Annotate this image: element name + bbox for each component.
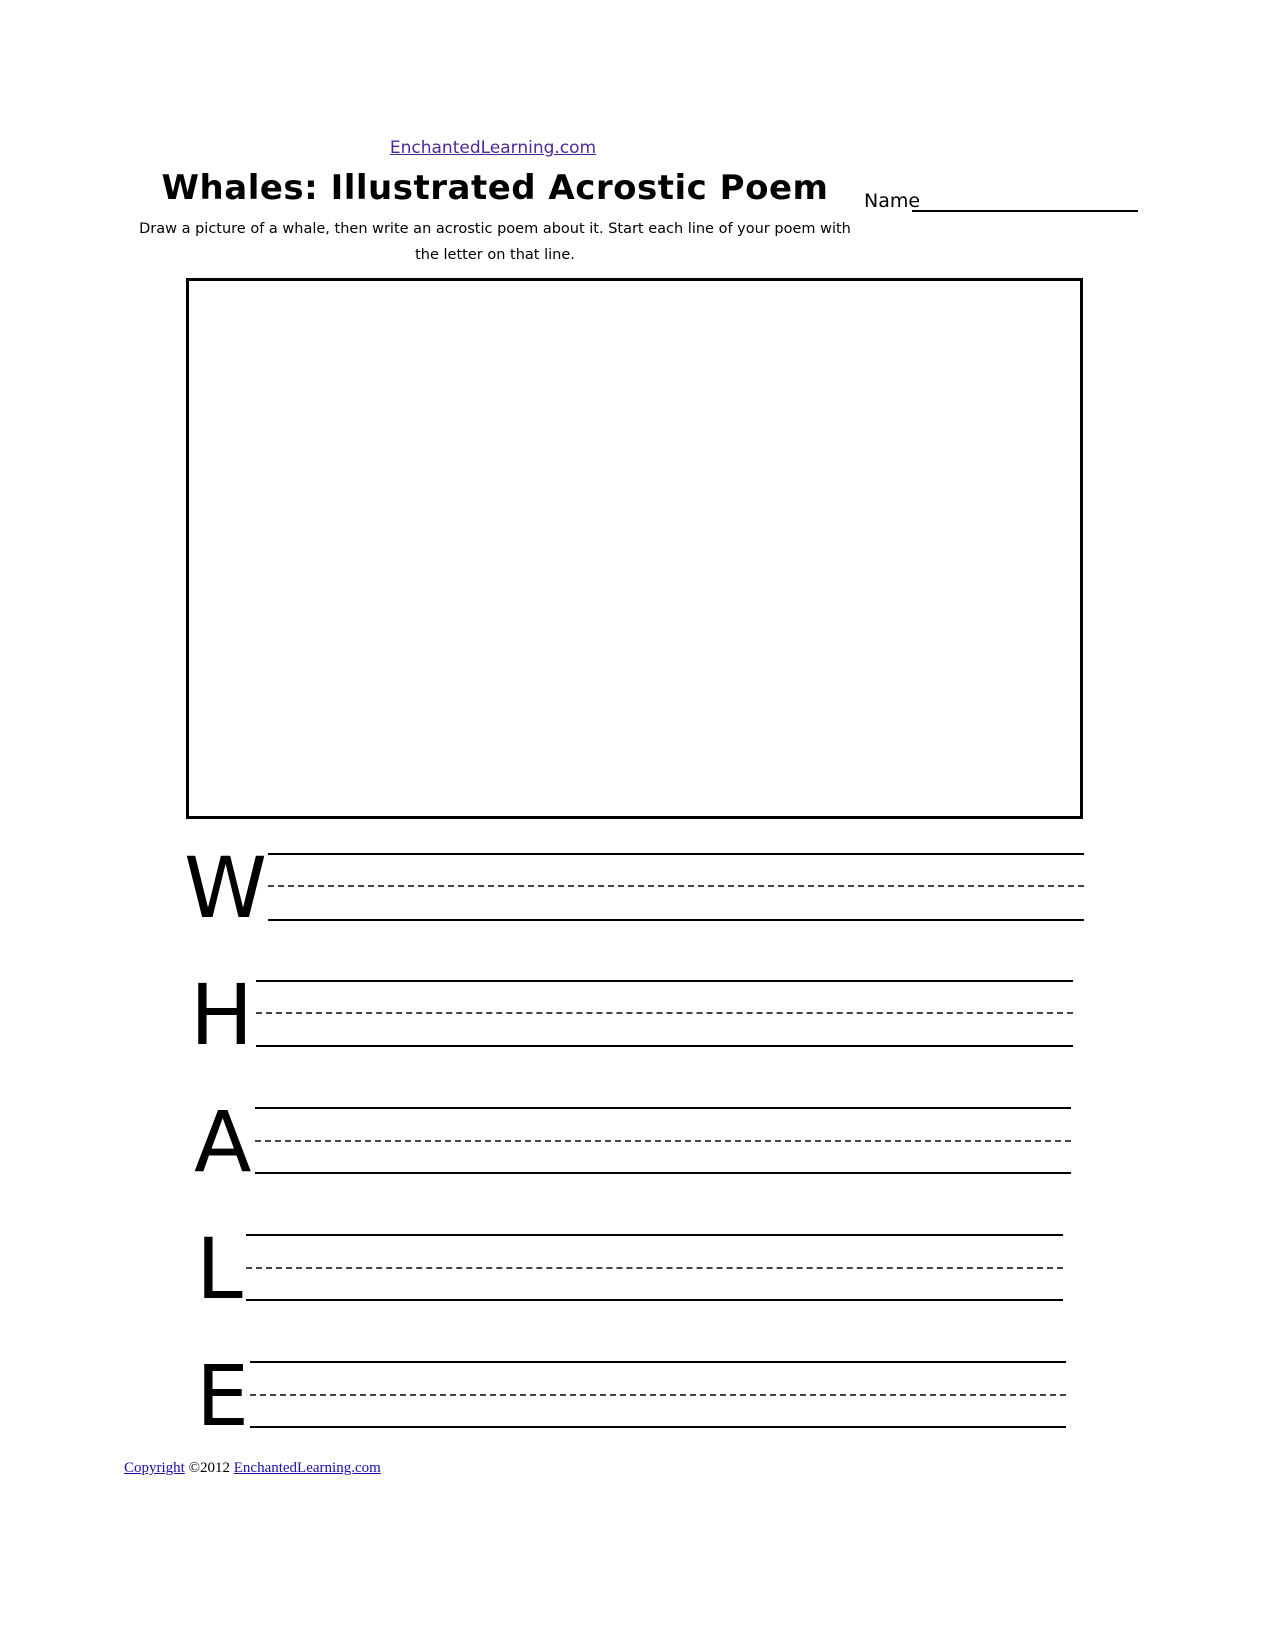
writing-line-mid[interactable] xyxy=(255,1140,1071,1142)
poem-letter: A xyxy=(194,1093,252,1191)
writing-line-base[interactable] xyxy=(250,1426,1066,1428)
footer xyxy=(124,1460,381,1477)
writing-line-top[interactable] xyxy=(246,1234,1063,1236)
writing-line-mid[interactable] xyxy=(268,885,1084,887)
copyright-link[interactable]: Copyright xyxy=(124,1460,185,1476)
name-label: Name xyxy=(864,190,921,212)
name-write-line[interactable] xyxy=(912,210,1138,212)
writing-line-base[interactable] xyxy=(246,1299,1063,1301)
writing-line-base[interactable] xyxy=(268,919,1084,921)
page-title: Whales: Illustrated Acrostic Poem xyxy=(161,168,829,208)
copyright-year: ©2012 xyxy=(184,1460,234,1476)
writing-line-top[interactable] xyxy=(256,980,1073,982)
poem-letter: H xyxy=(190,966,254,1064)
writing-line-top[interactable] xyxy=(250,1361,1066,1363)
footer-site-link[interactable]: EnchantedLearning.com xyxy=(233,1460,381,1476)
site-link[interactable]: EnchantedLearning.com xyxy=(389,138,597,158)
writing-line-top[interactable] xyxy=(268,853,1084,855)
poem-letter: L xyxy=(196,1220,243,1318)
writing-line-top[interactable] xyxy=(255,1107,1071,1109)
writing-line-mid[interactable] xyxy=(256,1012,1073,1014)
instructions: Draw a picture of a whale, then write an acrostic poem about it. Start each line of your poem with the letter on that line. xyxy=(139,221,851,263)
poem-letter: W xyxy=(184,839,268,937)
drawing-area[interactable] xyxy=(186,278,1083,819)
writing-line-base[interactable] xyxy=(255,1172,1071,1174)
writing-line-mid[interactable] xyxy=(250,1394,1066,1396)
writing-line-base[interactable] xyxy=(256,1045,1073,1047)
poem-letter: E xyxy=(196,1347,250,1445)
writing-line-mid[interactable] xyxy=(246,1267,1063,1269)
